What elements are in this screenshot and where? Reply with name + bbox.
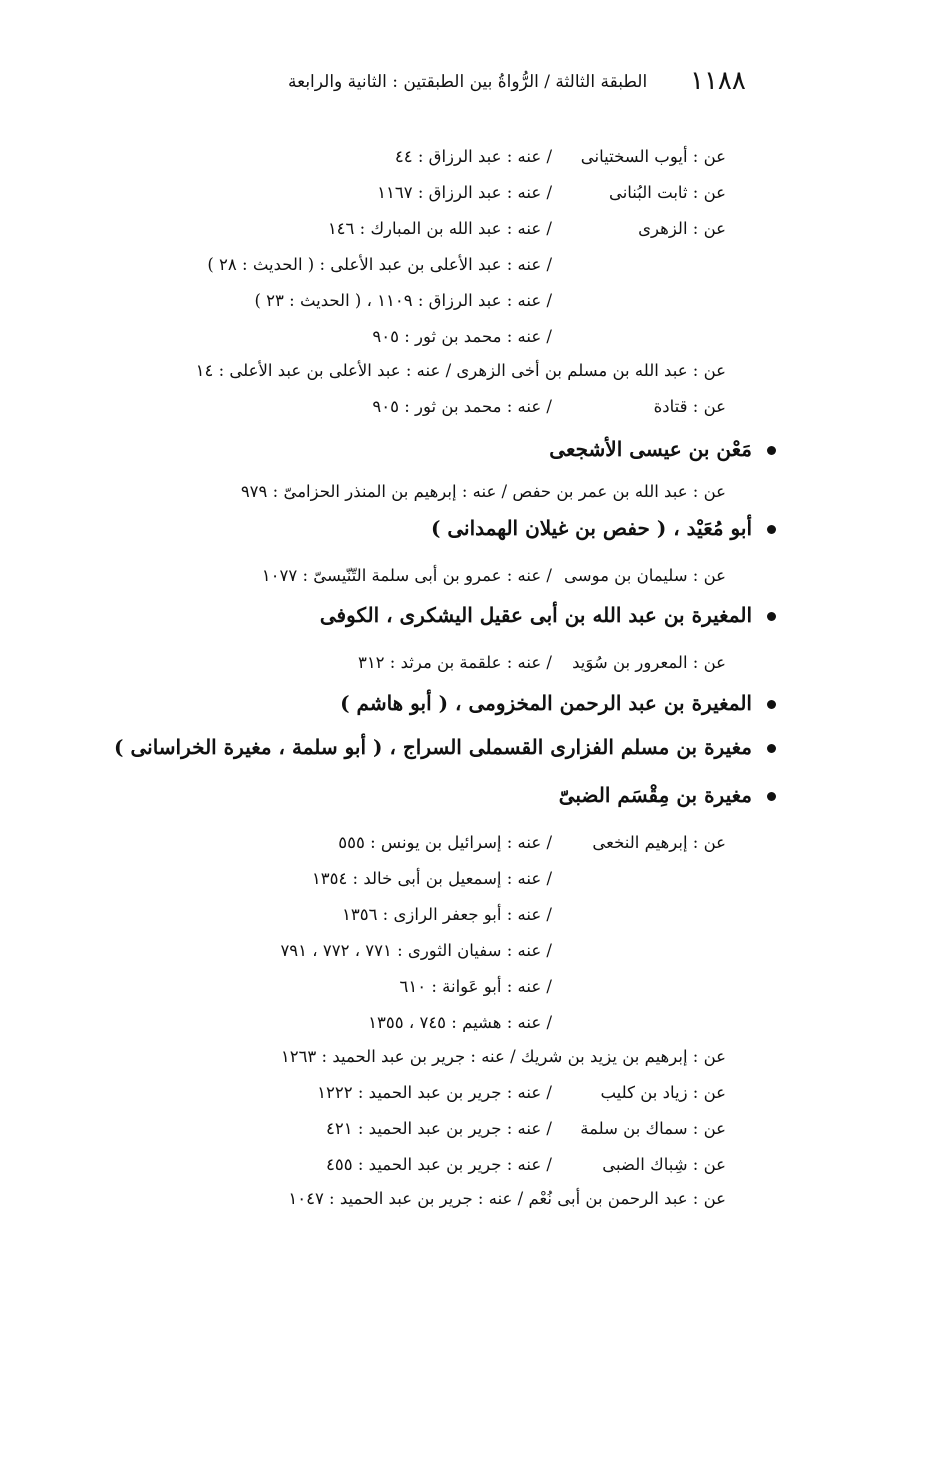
transmitter-line: / عنه : هشيم : ٧٤٥ ، ١٣٥٥ (368, 1013, 552, 1032)
narrator-line: عن : أيوب السختيانى (580, 147, 726, 166)
transmitter-line: / عنه : عبد الله بن المبارك : ١٤٦ (327, 219, 552, 238)
entry-heading: المغيرة بن عبد الرحمن المخزومى ، ( أبو هاشم ) (340, 691, 752, 715)
entry-bullet (767, 700, 776, 709)
narrator-line: عن : سليمان بن موسى (564, 566, 726, 585)
narrator-line: عن : المعرور بن سُوَيد (572, 653, 726, 672)
transmitter-line: / عنه : عبد الأعلى بن عبد الأعلى : ( الحديث : ٢٨ ) (207, 255, 552, 274)
narrator-line: عن : إبرهيم بن يزيد بن شريك / عنه : جرير بن عبد الحميد : ١٢٦٣ (280, 1047, 726, 1066)
narrator-line: عن : زياد بن كليب (600, 1083, 726, 1102)
transmitter-line: / عنه : جرير بن عبد الحميد : ٤٥٥ (326, 1155, 552, 1174)
narrator-line: عن : الزهرى (638, 219, 726, 238)
narrator-line: عن : إبرهيم النخعى (592, 833, 726, 852)
narrator-line: عن : ثابت البُنانى (608, 183, 726, 202)
transmitter-line: / عنه : عبد الرزاق : ١١٦٧ (377, 183, 552, 202)
transmitter-line: / عنه : محمد بن ثور : ٩٠٥ (372, 327, 552, 346)
narrator-line: عن : عبد الرحمن بن أبى نُعْم / عنه : جرير بن عبد الحميد : ١٠٤٧ (288, 1189, 726, 1208)
transmitter-line: / عنه : محمد بن ثور : ٩٠٥ (372, 397, 552, 416)
transmitter-line: / عنه : سفيان الثورى : ٧٧١ ، ٧٧٢ ، ٧٩١ (280, 941, 552, 960)
entry-heading: مغيرة بن مسلم الفزارى القسملى السراج ، ( أبو سلمة ، مغيرة الخراسانى ) (114, 735, 752, 759)
entry-heading: المغيرة بن عبد الله بن أبى عقيل اليشكرى ، الكوفى (319, 603, 752, 627)
entry-bullet (767, 744, 776, 753)
running-title: الطبقة الثالثة / الرُّواةُ بين الطبقتين : الثانية والرابعة (288, 72, 648, 92)
entry-bullet (767, 525, 776, 534)
entry-bullet (767, 612, 776, 621)
narrator-line: عن : قتادة (653, 397, 726, 416)
page-number: ١١٨٨ (690, 66, 746, 96)
entry-heading: مَعْن بن عيسى الأشجعى (549, 437, 752, 461)
narrator-line: عن : شِباك الضبى (602, 1155, 726, 1174)
transmitter-line: / عنه : إسرائيل بن يونس : ٥٥٥ (338, 833, 552, 852)
transmitter-line: / عنه : عبد الرزاق : ٤٤ (394, 147, 552, 166)
transmitter-line: / عنه : جرير بن عبد الحميد : ١٢٢٢ (317, 1083, 552, 1102)
transmitter-line: / عنه : إسمعيل بن أبى خالد : ١٣٥٤ (311, 869, 552, 888)
transmitter-line: / عنه : جرير بن عبد الحميد : ٤٢١ (326, 1119, 552, 1138)
transmitter-line: / عنه : علقمة بن مرثد : ٣١٢ (357, 653, 552, 672)
transmitter-line: / عنه : أبو عَوانة : ٦١٠ (399, 977, 552, 996)
transmitter-line: / عنه : أبو جعفر الرازى : ١٣٥٦ (341, 905, 552, 924)
entry-heading: أبو مُعَيْد ، ( حفص بن غيلان الهمدانى ) (430, 516, 752, 540)
transmitter-line: / عنه : عمرو بن أبى سلمة التّنّيسىّ : ١٠٧٧ (261, 566, 552, 585)
entry-bullet (767, 446, 776, 455)
narrator-line: عن : عبد الله بن عمر بن حفص / عنه : إبرهيم بن المنذر الحزامىّ : ٩٧٩ (240, 482, 726, 501)
transmitter-line: / عنه : عبد الرزاق : ١١٠٩ ، ( الحديث : ٢٣ ) (254, 291, 552, 310)
narrator-line: عن : عبد الله بن مسلم بن أخى الزهرى / عنه : عبد الأعلى بن عبد الأعلى : ١٤ (195, 361, 726, 380)
entry-heading: مغيرة بن مِقْسَم الضبىّ (558, 783, 752, 807)
narrator-line: عن : سماك بن سلمة (580, 1119, 726, 1138)
entry-bullet (767, 792, 776, 801)
